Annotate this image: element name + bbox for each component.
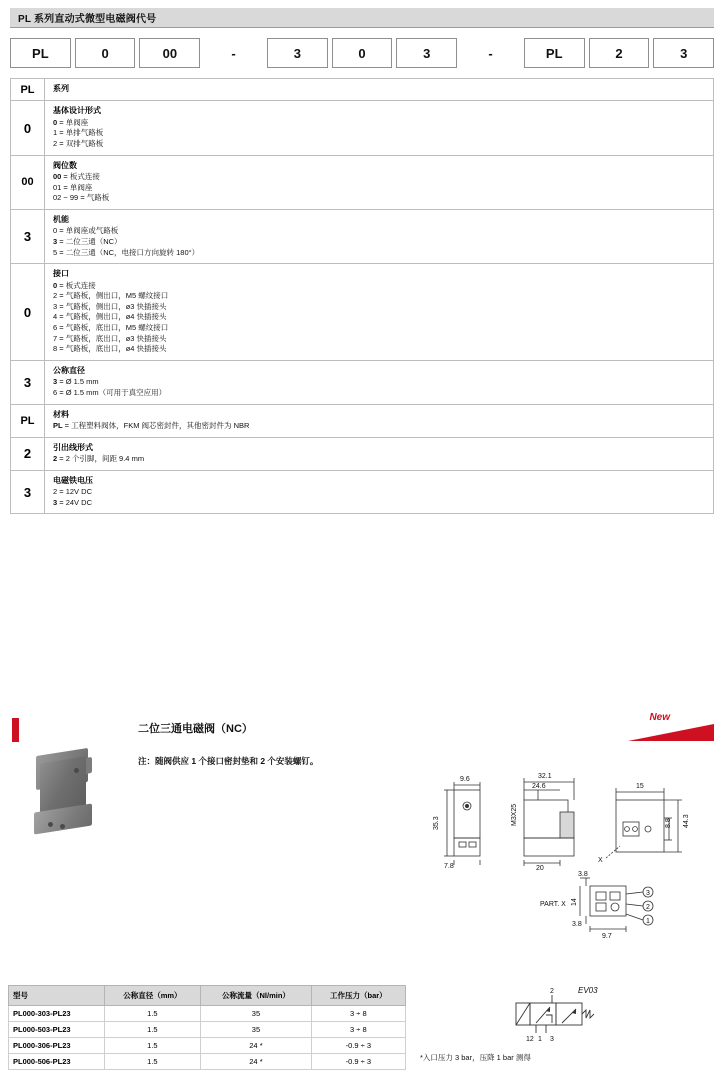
code-description-body xyxy=(45,156,109,209)
red-marker xyxy=(12,718,19,742)
code-option-line: 2 = 气路板，侧出口，M5 螺纹接口 xyxy=(53,291,169,301)
code-description-body xyxy=(45,438,144,470)
code-option-line: 7 = 气路板，底出口，ø3 快插接头 xyxy=(53,333,167,343)
new-badge-triangle xyxy=(628,724,714,741)
code-separator: - xyxy=(461,38,520,68)
dim-8-8: 8.8 xyxy=(665,818,672,828)
page-title: PL 系列直动式微型电磁阀代号 xyxy=(18,14,157,25)
code-option-line: 2 = 2 个引脚，间距 9.4 mm xyxy=(53,454,145,464)
callout-2: 2 xyxy=(646,904,650,911)
code-key: 3 xyxy=(11,471,45,514)
code-description-row xyxy=(11,264,713,361)
product-code-row xyxy=(10,38,714,68)
spec-value-cell: 35 xyxy=(201,1022,311,1038)
spec-value-cell: 1.5 xyxy=(104,1022,201,1038)
valve-screw-dot xyxy=(74,768,79,773)
code-key: 3 xyxy=(11,210,45,263)
code-option-line: 4 = 气路板，侧出口，ø4 快插接头 xyxy=(53,312,167,322)
spec-value-cell: -0.9 ÷ 3 xyxy=(311,1038,405,1054)
dim-32-1: 32.1 xyxy=(538,773,552,780)
code-description-title: 基体设计形式 xyxy=(53,106,101,116)
label-x: X xyxy=(598,857,603,864)
code-cell: 0 xyxy=(75,38,136,68)
spec-model-cell: PL000-306-PL23 xyxy=(9,1038,105,1054)
code-description-body xyxy=(45,361,166,404)
dim-9-6: 9.6 xyxy=(460,776,470,783)
dim-3-8-a: 3.8 xyxy=(578,871,588,878)
code-key: 00 xyxy=(11,156,45,209)
spec-table-header: 公称流量（Nl/min） xyxy=(201,986,311,1006)
spec-table-header: 公称直径（mm） xyxy=(104,986,201,1006)
spec-value-cell: 1.5 xyxy=(104,1038,201,1054)
port-1: 1 xyxy=(538,1036,542,1043)
spec-value-cell: 1.5 xyxy=(104,1054,201,1070)
code-key: 0 xyxy=(11,101,45,154)
spec-table-header: 工作压力（bar） xyxy=(311,986,405,1006)
code-option-line: 1 = 单排气路板 xyxy=(53,128,104,138)
code-description-table xyxy=(10,78,714,514)
table-footnote: *入口压力 3 bar，压降 1 bar 测得 xyxy=(420,1053,531,1062)
code-description-title: 公称直径 xyxy=(53,366,85,376)
technical-drawing xyxy=(420,760,720,980)
port-2: 2 xyxy=(550,988,554,995)
table-row xyxy=(9,1022,406,1038)
code-description-title: 接口 xyxy=(53,269,69,279)
code-description-row xyxy=(11,101,713,155)
dim-15: 15 xyxy=(636,783,644,790)
pneumatic-symbol-svg xyxy=(500,985,680,1055)
code-separator: - xyxy=(204,38,263,68)
valve-port-dot xyxy=(60,824,65,829)
page-header xyxy=(10,8,714,28)
code-option-line: 2 = 12V DC xyxy=(53,487,92,497)
code-description-row xyxy=(11,471,713,515)
code-description-title: 系列 xyxy=(53,84,69,93)
valve-section-note: 注：随阀供应 1 个接口密封垫和 2 个安装螺钉。 xyxy=(138,756,319,766)
code-key: 3 xyxy=(11,361,45,404)
code-description-body xyxy=(45,471,93,514)
code-option-line: 5 = 二位三通（NC，电接口方向旋转 180°） xyxy=(53,247,200,257)
valve-port-dot xyxy=(48,822,53,827)
code-description-body xyxy=(45,79,69,100)
code-option-line: 02 ~ 99 = 气路板 xyxy=(53,193,110,203)
code-description-body xyxy=(45,210,199,263)
table-row xyxy=(9,1054,406,1070)
spec-table-body xyxy=(9,1006,406,1070)
port-12: 12 xyxy=(526,1036,534,1043)
valve-section-title: 二位三通电磁阀（NC） xyxy=(138,723,253,735)
dim-3-8-b: 3.8 xyxy=(572,921,582,928)
code-description-row xyxy=(11,438,713,471)
code-cell: 3 xyxy=(396,38,457,68)
code-option-line: 6 = 气路板，底出口，M5 螺纹接口 xyxy=(53,323,169,333)
code-description-body xyxy=(45,264,168,360)
dim-9-7: 9.7 xyxy=(602,933,612,940)
code-description-row xyxy=(11,156,713,210)
new-badge-label: New xyxy=(649,712,670,723)
code-option-line: 3 = 24V DC xyxy=(53,497,92,507)
code-cell: 3 xyxy=(267,38,328,68)
spec-value-cell: 3 ÷ 8 xyxy=(311,1022,405,1038)
pneumatic-symbol xyxy=(500,985,680,1055)
spec-value-cell: 35 xyxy=(201,1006,311,1022)
table-row xyxy=(9,1038,406,1054)
code-cell: 2 xyxy=(589,38,650,68)
code-option-line: PL = 工程塑料阀体，FKM 阀芯密封件，其他密封件为 NBR xyxy=(53,421,250,431)
code-cell: 3 xyxy=(653,38,714,68)
code-description-title: 引出线形式 xyxy=(53,442,93,452)
code-option-line: 2 = 双排气路板 xyxy=(53,139,104,148)
code-option-line: 3 = 气路板，侧出口，ø3 快插接头 xyxy=(53,301,167,311)
code-option-line: 8 = 气路板，底出口，ø4 快插接头 xyxy=(53,344,167,354)
code-description-body xyxy=(45,101,103,154)
spec-model-cell: PL000-506-PL23 xyxy=(9,1054,105,1070)
spec-model-cell: PL000-303-PL23 xyxy=(9,1006,105,1022)
code-description-row xyxy=(11,405,713,438)
port-3: 3 xyxy=(550,1036,554,1043)
spec-table-header: 型号 xyxy=(9,986,105,1006)
table-row xyxy=(9,1006,406,1022)
code-description-title: 电磁铁电压 xyxy=(53,475,93,485)
callout-1: 1 xyxy=(646,918,650,925)
dim-20: 20 xyxy=(536,865,544,872)
spec-table xyxy=(8,985,406,1070)
code-key: 0 xyxy=(11,264,45,360)
spec-table-header-row xyxy=(9,986,406,1006)
code-option-line: 00 = 板式连接 xyxy=(53,172,100,181)
code-option-line: 3 = Ø 1.5 mm xyxy=(53,377,99,387)
dim-m3x25: M3X25 xyxy=(511,803,518,826)
code-option-line: 0 = 单阀座 xyxy=(53,117,89,127)
code-description-row xyxy=(11,210,713,264)
code-description-row xyxy=(11,361,713,405)
code-cell: 0 xyxy=(332,38,393,68)
code-key: PL xyxy=(11,79,45,100)
code-cell: 00 xyxy=(139,38,200,68)
spec-value-cell: 3 ÷ 8 xyxy=(311,1006,405,1022)
code-option-line: 3 = 二位三通（NC） xyxy=(53,236,122,246)
code-key: PL xyxy=(11,405,45,437)
code-description-row xyxy=(11,79,713,101)
code-cell: PL xyxy=(10,38,71,68)
dim-14: 14 xyxy=(571,898,578,906)
callout-3: 3 xyxy=(646,890,650,897)
dim-7-8: 7.8 xyxy=(444,863,454,870)
new-badge xyxy=(628,712,714,742)
code-option-line: 0 = 板式连接 xyxy=(53,280,96,290)
code-cell: PL xyxy=(524,38,585,68)
code-option-line: 0 = 单阀座或气路板 xyxy=(53,226,119,236)
symbol-label: EV03 xyxy=(578,986,598,995)
dim-44-3: 44.3 xyxy=(683,814,690,828)
code-option-line: 01 = 单阀座 xyxy=(53,182,93,192)
spec-value-cell: 1.5 xyxy=(104,1006,201,1022)
code-description-title: 机能 xyxy=(53,214,69,224)
spec-value-cell: 24 * xyxy=(201,1038,311,1054)
code-description-title: 阀位数 xyxy=(53,160,77,170)
code-option-line: 6 = Ø 1.5 mm（可用于真空应用） xyxy=(53,388,167,398)
code-description-body xyxy=(45,405,249,437)
dim-35-3: 35.3 xyxy=(433,816,440,830)
valve-product-photo xyxy=(18,742,122,850)
code-description-title: 材料 xyxy=(53,409,69,419)
technical-drawing-svg xyxy=(420,760,720,980)
label-part-x: PART. X xyxy=(540,901,566,908)
spec-value-cell: -0.9 ÷ 3 xyxy=(311,1054,405,1070)
dim-24-6: 24.6 xyxy=(532,783,546,790)
spec-value-cell: 24 * xyxy=(201,1054,311,1070)
code-key: 2 xyxy=(11,438,45,470)
spec-model-cell: PL000-503-PL23 xyxy=(9,1022,105,1038)
